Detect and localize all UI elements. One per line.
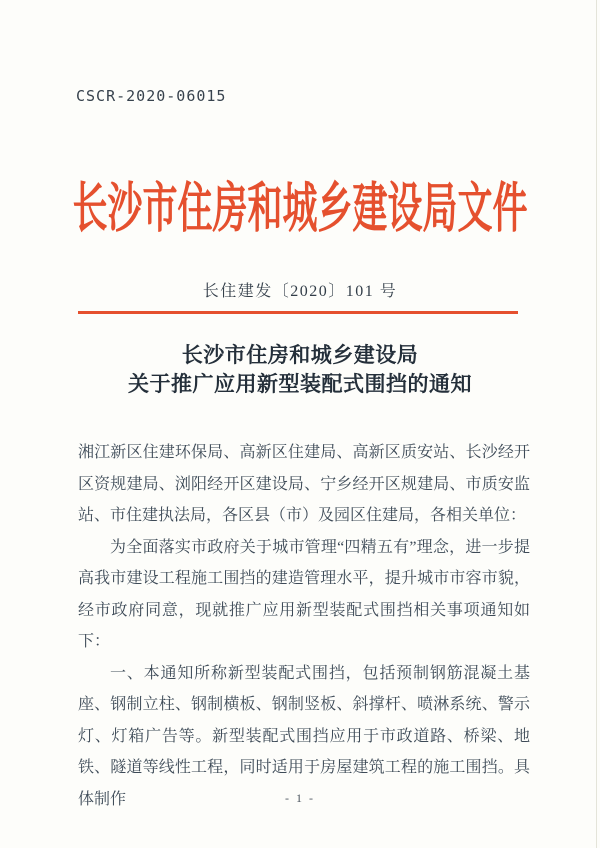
body-paragraph-1: 为全面落实市政府关于城市管理“四精五有”理念，进一步提高我市建设工程施工围挡的建造管理水平，提升城市市容市貌，经市政府同意，现就推广应用新型装配式围挡相关事项通知如下： xyxy=(78,538,530,650)
reference-number: 长住建发〔2020〕101 号 xyxy=(202,283,398,300)
document-title-line1: 长沙市住房和城乡建设局 xyxy=(181,343,419,367)
page-number: - 1 - xyxy=(285,791,315,805)
archive-code: CSCR-2020-06015 xyxy=(76,87,227,105)
scan-edge-artifact xyxy=(596,0,597,848)
masthead xyxy=(0,177,600,240)
document-body xyxy=(78,437,530,815)
body-paragraph-2: 一、本通知所称新型装配式围挡，包括预制钢筋混凝土基座、钢制立柱、钢制横板、钢制竖板、斜撑杆、喷淋系统、警示灯、灯箱广告等。新型装配式围挡应用于市政道路、桥梁、地铁、隧道等线性工程，同时适用于房屋建筑工程的施工围挡。具体制作 xyxy=(78,664,530,808)
recipients-paragraph: 湘江新区住建环保局、高新区住建局、高新区质安站、长沙经开区资规建局、浏阳经开区建设局、宁乡经开区规建局、市质安监站、市住建执法局，各区县（市）及园区住建局，各相关单位： xyxy=(78,444,530,524)
masthead-title: 长沙市住房和城乡建设局文件 xyxy=(72,178,528,240)
document-title xyxy=(0,341,600,399)
document-title-line2: 关于推广应用新型装配式围挡的通知 xyxy=(128,372,472,396)
red-divider-rule xyxy=(78,311,518,314)
